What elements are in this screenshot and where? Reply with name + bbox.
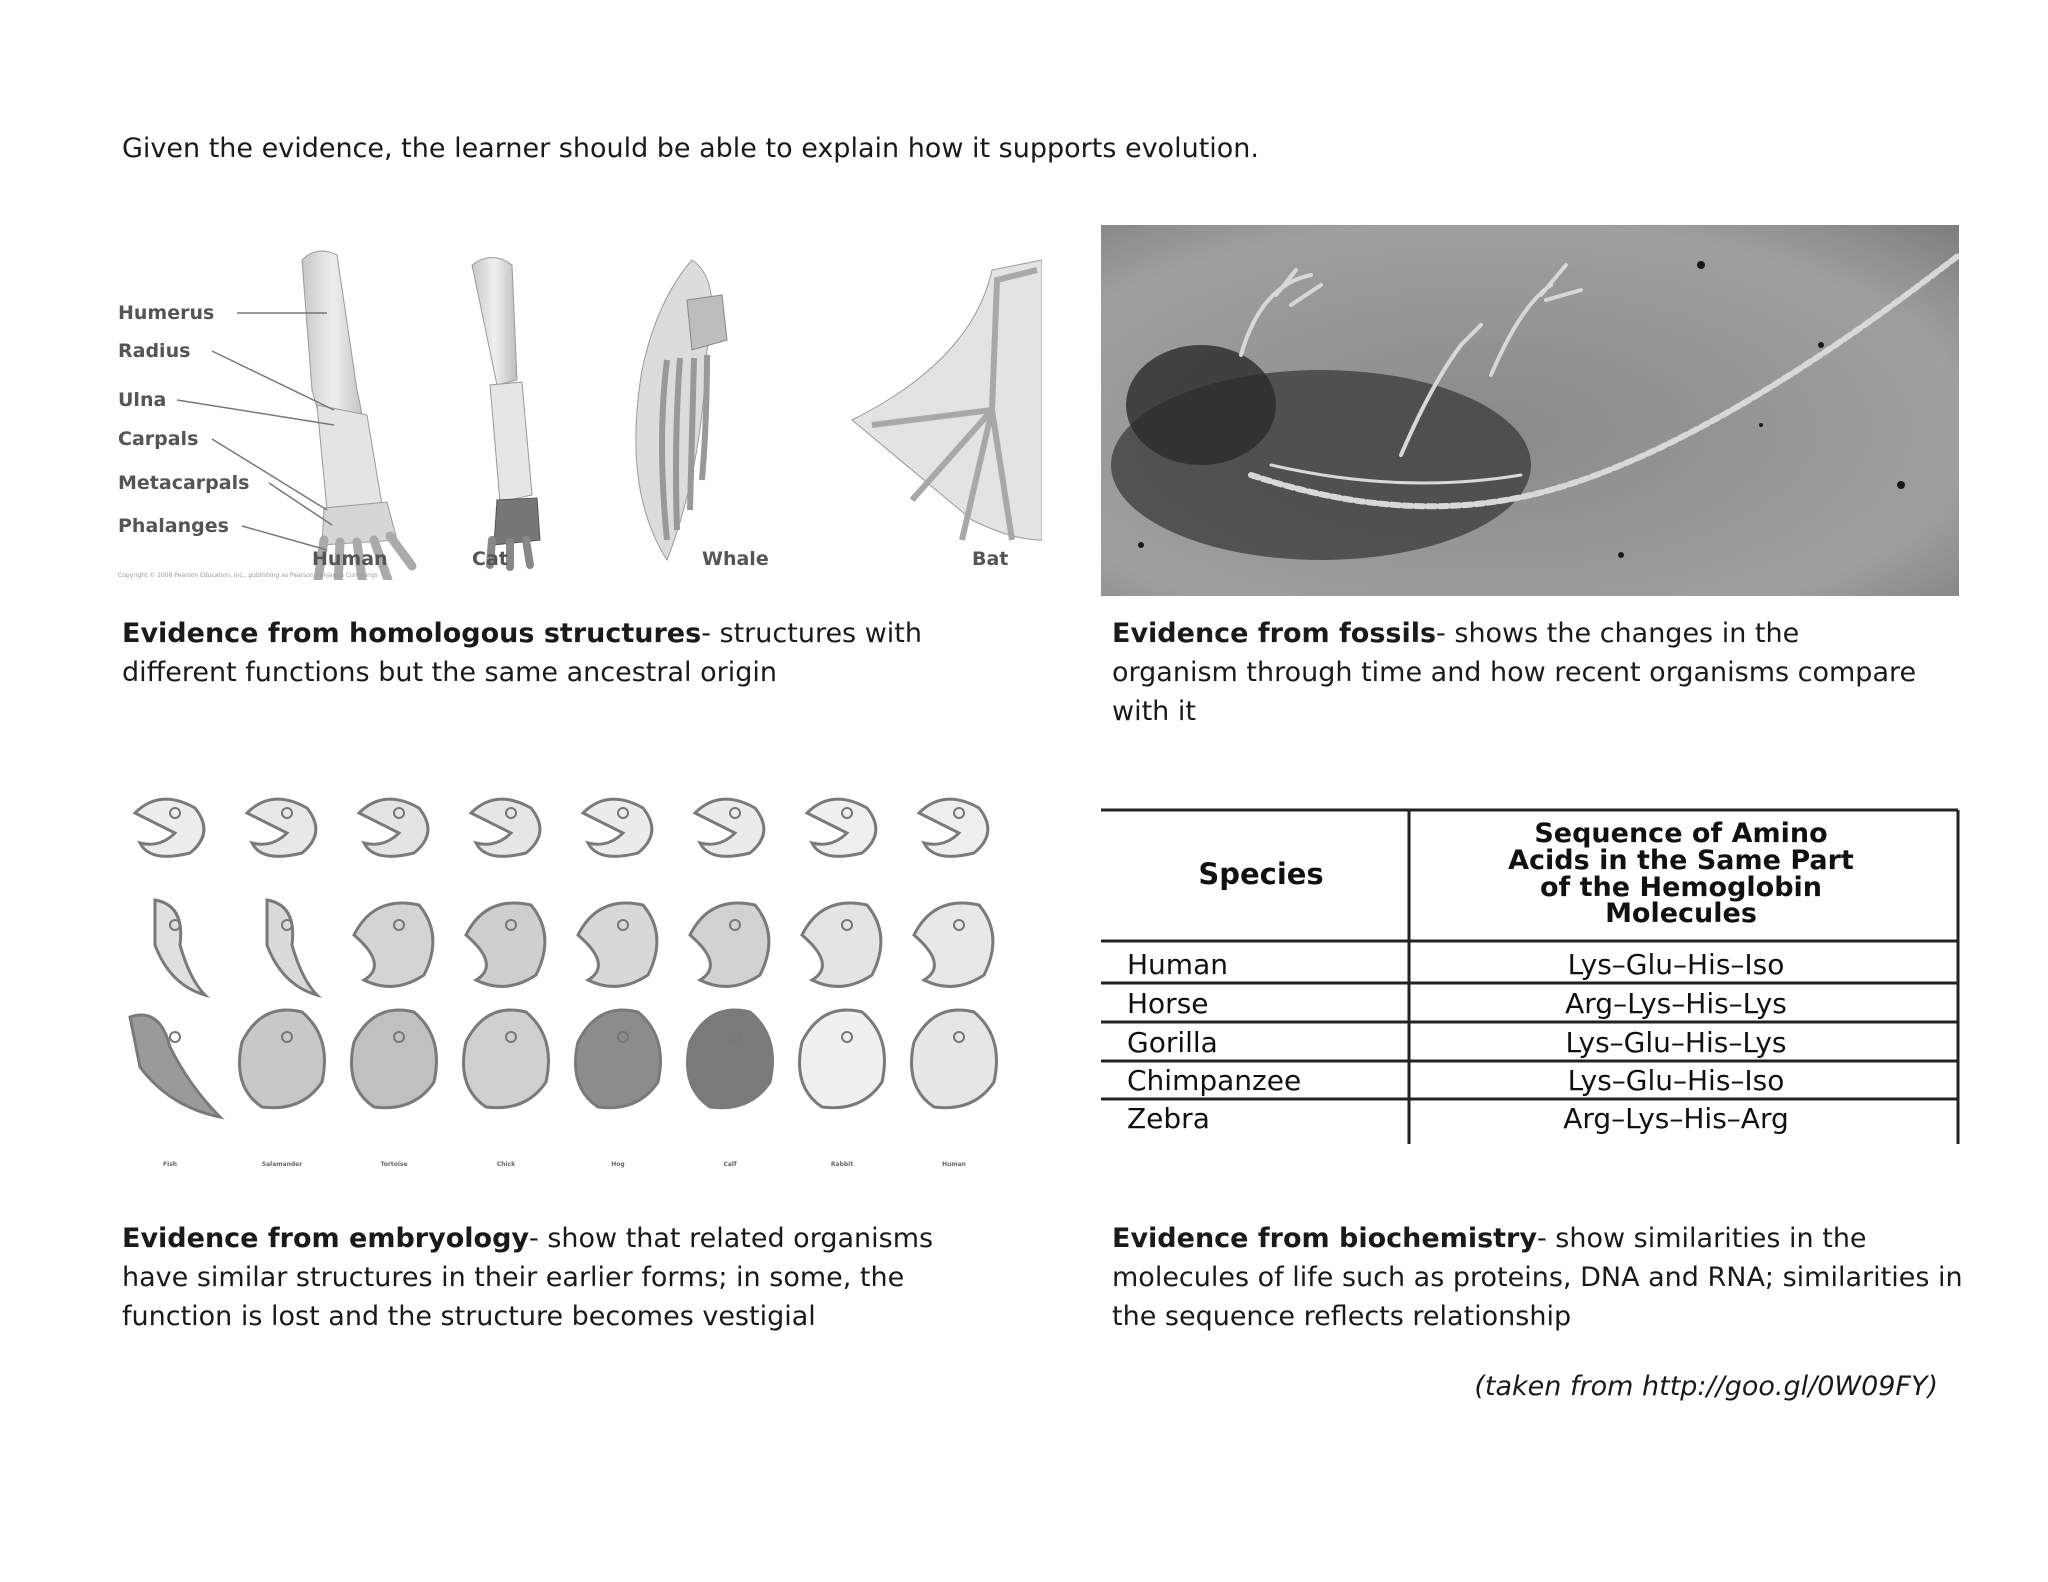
embryo-drawing	[464, 1010, 549, 1108]
embryo-drawing	[352, 1010, 437, 1108]
embryo-label-fish: Fish	[163, 1161, 177, 1168]
embryo-drawing	[914, 903, 993, 986]
label-ulna: Ulna	[118, 389, 167, 411]
label-human: Human	[312, 548, 388, 570]
label-metacarpals: Metacarpals	[118, 472, 250, 494]
homologous-caption	[122, 614, 1022, 692]
label-radius: Radius	[118, 340, 191, 362]
embryology-caption-text: - show that related organisms have similar structures in their earlier forms; in some, the function is lost and the structure becomes vestigial	[122, 1223, 934, 1332]
table-row-species: Zebra	[1127, 1102, 1210, 1135]
embryo-drawing	[578, 903, 657, 986]
label-cat: Cat	[472, 548, 508, 570]
homologous-caption-text: - structures with different functions but the same ancestral origin	[122, 618, 922, 688]
embryology-caption	[122, 1219, 1002, 1336]
embryo-drawing	[466, 903, 545, 986]
label-whale: Whale	[702, 548, 769, 570]
embryo-drawing	[919, 799, 988, 856]
hemoglobin-table	[1101, 808, 1961, 1144]
table-header-sequence-line-2: Acids in the Same Part	[1508, 845, 1854, 876]
label-bat: Bat	[972, 548, 1009, 570]
human-arm-illustration	[302, 251, 412, 580]
intro-text: Given the evidence, the learner should be able to explain how it supports evolution.	[122, 133, 1259, 164]
table-row-species: Horse	[1127, 987, 1209, 1020]
embryo-label-human: Human	[942, 1161, 966, 1168]
table-row-sequence: Lys–Glu–His–Iso	[1567, 948, 1785, 981]
label-carpals: Carpals	[118, 428, 199, 450]
homologous-caption-title: Evidence from homologous structures	[122, 618, 702, 649]
embryo-drawing	[695, 799, 764, 856]
table-row-sequence: Arg–Lys–His–Arg	[1563, 1102, 1789, 1135]
embryo-drawing	[690, 903, 769, 986]
fossils-caption-text: - shows the changes in the organism through time and how recent organisms compare with it	[1112, 618, 1917, 727]
bat-wing-illustration	[852, 260, 1042, 540]
embryo-label-hog: Hog	[611, 1161, 625, 1168]
embryo-drawing	[912, 1010, 997, 1108]
embryo-label-rabbit: Rabbit	[830, 1161, 854, 1168]
table-row-species: Chimpanzee	[1127, 1064, 1302, 1097]
embryo-drawing	[354, 903, 433, 986]
embryo-drawing	[576, 1010, 661, 1108]
table-row-sequence: Lys–Glu–His–Lys	[1565, 1026, 1787, 1059]
embryo-label-calf: Calf	[723, 1161, 737, 1168]
embryo-drawing	[471, 799, 540, 856]
fossil-photo	[1101, 225, 1959, 596]
table-header-sequence-line-1: Sequence of Amino	[1534, 818, 1828, 849]
embryology-caption-title: Evidence from embryology	[122, 1223, 529, 1254]
whale-flipper-illustration	[636, 260, 727, 560]
embryo-drawing	[267, 900, 317, 995]
table-header-species: Species	[1198, 857, 1324, 891]
biochemistry-caption	[1112, 1219, 1992, 1336]
embryo-drawing	[155, 900, 205, 995]
embryo-drawing	[800, 1010, 885, 1108]
embryo-drawing	[583, 799, 652, 856]
homologous-structures-figure	[112, 240, 1042, 580]
figure-copyright: Copyright © 2008 Pearson Education, Inc., publishing as Pearson Benjamin Cummings	[118, 572, 378, 579]
cat-leg-illustration	[472, 258, 540, 568]
embryo-drawing	[802, 903, 881, 986]
embryo-grid	[130, 799, 997, 1117]
table-header-sequence-line-4: Molecules	[1605, 898, 1757, 929]
embryo-drawing	[130, 1015, 220, 1117]
embryo-drawing	[240, 1010, 325, 1108]
label-humerus: Humerus	[118, 302, 215, 324]
embryology-figure	[112, 778, 1037, 1173]
embryo-drawing	[688, 1010, 773, 1108]
fossils-caption-title: Evidence from fossils	[1112, 618, 1437, 649]
biochemistry-caption-title: Evidence from biochemistry	[1112, 1223, 1537, 1254]
embryo-label-salamander: Salamander	[261, 1161, 303, 1168]
embryo-drawing	[807, 799, 876, 856]
table-header-sequence-line-3: of the Hemoglobin	[1539, 872, 1823, 903]
embryo-drawing	[247, 799, 316, 856]
biochemistry-caption-text: - show similarities in the molecules of life such as proteins, DNA and RNA; similarities in the sequence reflects relationship	[1112, 1223, 1963, 1332]
table-row-sequence: Arg–Lys–His–Lys	[1565, 987, 1787, 1020]
label-phalanges: Phalanges	[118, 515, 229, 537]
fossils-caption	[1112, 614, 1932, 731]
embryo-label-chick: Chick	[496, 1161, 516, 1168]
embryo-drawing	[359, 799, 428, 856]
embryo-drawing	[135, 799, 204, 856]
table-row-sequence: Lys–Glu–His–Iso	[1567, 1064, 1785, 1097]
embryo-label-tortoise: Tortoise	[380, 1161, 408, 1168]
table-row-species: Gorilla	[1127, 1026, 1218, 1059]
source-citation: (taken from http://goo.gl/0W09FY)	[1474, 1371, 1938, 1402]
table-row-species: Human	[1127, 948, 1228, 981]
